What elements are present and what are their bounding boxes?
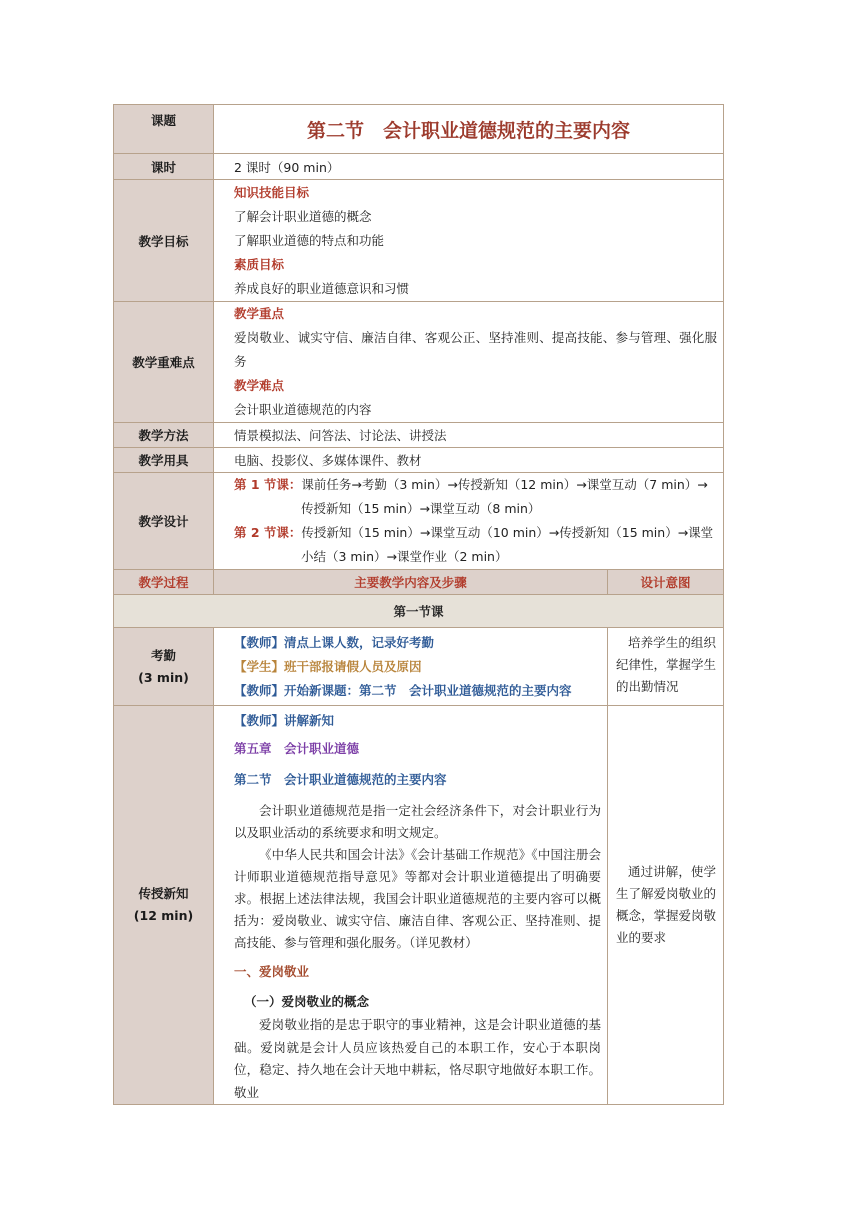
attendance-label: 考勤: [150, 647, 176, 663]
process-header-col3: 设计意图: [608, 570, 724, 595]
body-paragraph: 会计职业道德规范是指一定社会经济条件下，对会计职业行为以及职业活动的系统要求和明文规定。: [234, 803, 601, 840]
hours-value: 2 课时（90 min）: [214, 154, 724, 180]
topic-row: [114, 105, 724, 154]
design-row: [114, 473, 724, 570]
attendance-row: [114, 628, 724, 706]
teaching-teacher-line: 【教师】讲解新知: [234, 713, 335, 728]
section-row: [114, 595, 724, 628]
attendance-content: [214, 628, 608, 706]
tools-label: 教学用具: [114, 448, 214, 473]
objectives-row: [114, 180, 724, 302]
attendance-duration: (3 min): [138, 669, 189, 685]
teaching-label: 传授新知: [138, 886, 189, 901]
lesson2-text: 传授新知（15 min）→课堂互动（10 min）→传授新知（15 min）→课堂小结（3 min）→课堂作业（2 min）: [301, 525, 714, 564]
lesson1-plan: [234, 473, 717, 521]
key-points-row: [114, 302, 724, 423]
attendance-intent-cell: [608, 628, 724, 706]
attendance-line: 【教师】开始新课题：第二节 会计职业道德规范的主要内容: [234, 682, 572, 698]
teaching-content: [214, 706, 608, 1105]
difficulty-text: 会计职业道德规范的内容: [234, 402, 372, 417]
knowledge-heading: 知识技能目标: [234, 184, 310, 200]
section-heading: 第二节 会计职业道德规范的主要内容: [234, 772, 447, 787]
attendance-label-cell: [114, 628, 214, 706]
methods-row: [114, 423, 724, 448]
subsection-heading: 一、爱岗敬业: [234, 964, 310, 979]
subsubsection-heading: （一）爱岗敬业的概念: [244, 994, 370, 1009]
objectives-content: [214, 180, 724, 302]
body-paragraph: 《中华人民共和国会计法》《会计基础工作规范》《中国注册会计师职业道德规范指导意见》等都对会计职业道德提出了明确要求。根据上述法律法规，我国会计职业道德规范的主要内容可以概括为：爱岗敬业、诚实守信、廉洁自律、客观公正、坚持准则、提高技能、参与管理和强化服务。（详见教材）: [234, 847, 601, 950]
lesson1-tag: 第 1 节课：: [234, 477, 302, 492]
tools-value: 电脑、投影仪、多媒体课件、教材: [214, 448, 724, 473]
design-content: [214, 473, 724, 570]
process-header-col1: 教学过程: [114, 570, 214, 595]
lesson-plan-table: [113, 104, 724, 1105]
lesson2-tag: 第 2 节课：: [234, 525, 302, 540]
hours-row: [114, 154, 724, 180]
quality-heading: 素质目标: [234, 256, 285, 272]
lesson1-text: 课前任务→考勤（3 min）→传授新知（12 min）→课堂互动（7 min）→传授新知（15 min）→课堂互动（8 min）: [301, 477, 708, 516]
focus-text: 爱岗敬业、诚实守信、廉洁自律、客观公正、坚持准则、提高技能、参与管理、强化服务: [234, 330, 718, 369]
hours-label: 课时: [114, 154, 214, 180]
focus-heading: 教学重点: [234, 306, 285, 321]
attendance-line: 【学生】班干部报请假人员及原因: [234, 658, 422, 674]
methods-label: 教学方法: [114, 423, 214, 448]
process-header-col2: 主要教学内容及步骤: [214, 570, 608, 595]
teaching-row: [114, 706, 724, 1105]
knowledge-item: 了解会计职业道德的概念: [234, 208, 372, 224]
attendance-line: 【教师】清点上课人数，记录好考勤: [234, 634, 435, 650]
difficulty-heading: 教学难点: [234, 378, 285, 393]
lesson2-plan: [234, 521, 717, 569]
methods-value: 情景模拟法、问答法、讨论法、讲授法: [214, 423, 724, 448]
teaching-label-cell: [114, 706, 214, 1105]
key-points-label: 教学重难点: [114, 302, 214, 423]
design-label: 教学设计: [114, 473, 214, 570]
process-header-row: [114, 570, 724, 595]
teaching-duration: (12 min): [133, 908, 194, 923]
tools-row: [114, 448, 724, 473]
knowledge-item: 了解职业道德的特点和功能: [234, 232, 385, 248]
quality-item: 养成良好的职业道德意识和习惯: [234, 280, 410, 296]
teaching-intent: 通过讲解，使学生了解爱岗敬业的概念，掌握爱岗敬业的要求: [616, 864, 717, 945]
key-points-content: [214, 302, 724, 423]
objectives-label: 教学目标: [114, 180, 214, 302]
body-paragraph: 爱岗敬业指的是忠于职守的事业精神，这是会计职业道德的基础。爱岗就是会计人员应该热爱自己的本职工作，安心于本职岗位，稳定、持久地在会计天地中耕耘，恪尽职守地做好本职工作。敬业: [234, 1017, 601, 1100]
attendance-intent: 培养学生的组织纪律性，掌握学生的出勤情况: [616, 635, 717, 694]
section-title: 第一节课: [114, 595, 724, 628]
teaching-intent-cell: [608, 706, 724, 1105]
topic-label: 课题: [114, 105, 214, 154]
page-title: 第二节 会计职业道德规范的主要内容: [214, 105, 724, 154]
chapter-title: 第五章 会计职业道德: [234, 741, 360, 756]
